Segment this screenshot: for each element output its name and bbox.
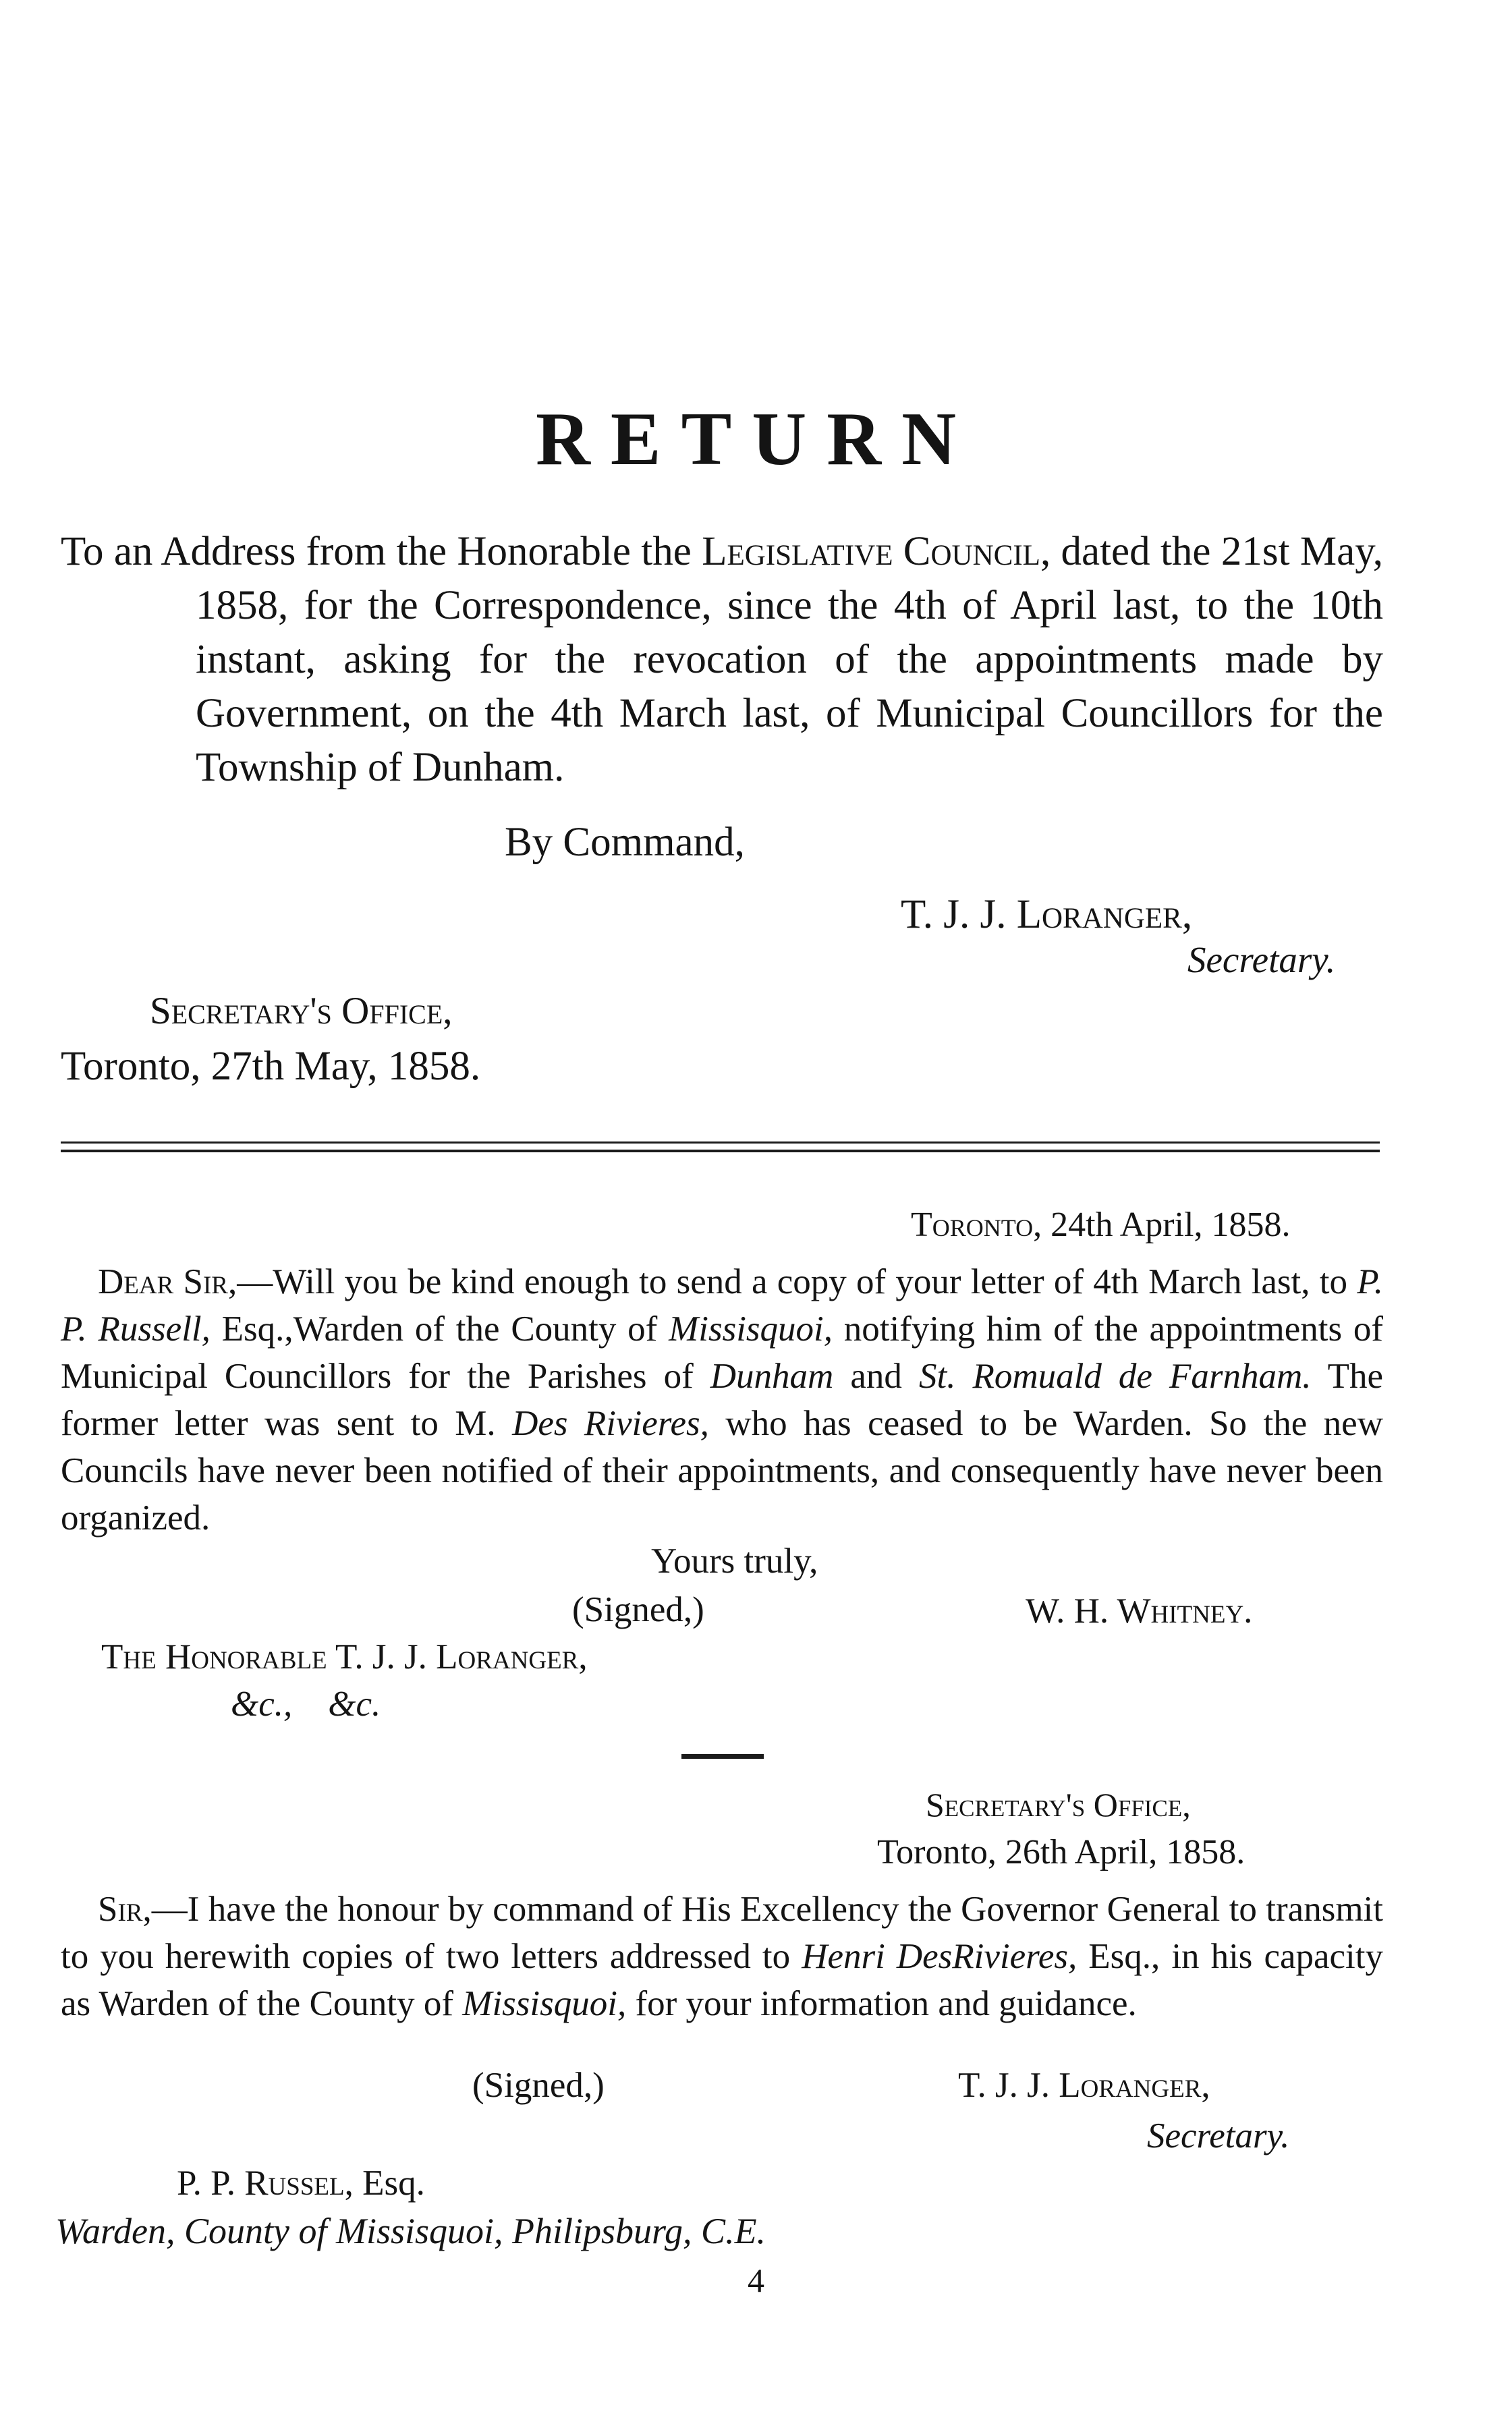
legislative-council-label: Legislative Council <box>702 529 1040 574</box>
letter1-text: notifying him of the appointments of Municipal Councillors for the Parishes of <box>61 1309 1383 1396</box>
letter2-text: —I have the honour by command of His Excellency the Governor General to transmit to you herewith copies of two letters addressed to <box>61 1890 1383 1976</box>
letter2-signed-label: (Signed,) <box>472 2066 605 2105</box>
signatory-title: Secretary. <box>1187 939 1336 980</box>
letter1-text: Esq.,Warden of the County of <box>210 1309 669 1349</box>
signatory-name: T. J. J. Loranger, <box>901 892 1193 937</box>
letter1-body <box>61 1258 1383 1542</box>
letter1-name-st-romuald: St. Romuald de Farnham. <box>918 1357 1312 1396</box>
letter1-signer: W. H. Whitney. <box>1026 1591 1253 1631</box>
letter2-text: for your information and guidance. <box>626 1984 1137 2023</box>
letter1-dateline-place: Toronto <box>911 1206 1034 1244</box>
double-rule-top <box>61 1141 1380 1144</box>
letter2-name-missisquoi: Missisquoi, <box>462 1984 627 2023</box>
letter2-signer: T. J. J. Loranger, <box>958 2066 1210 2105</box>
letter1-text: The former letter was sent to M. <box>61 1357 1383 1443</box>
letter2-recipient-suffix: Esq. <box>353 2164 425 2203</box>
letter2-salutation: Sir, <box>98 1890 152 1929</box>
letter1-salutation: Dear Sir, <box>98 1262 237 1301</box>
address-text-part1: To an Address from the Honorable the <box>61 529 702 574</box>
by-command-line: By Command, <box>505 820 745 865</box>
letter2-body <box>61 1886 1383 2027</box>
letter1-text: and <box>833 1357 919 1396</box>
double-rule-bottom <box>61 1150 1380 1152</box>
letter1-closing: Yours truly, <box>651 1542 818 1581</box>
letter2-text: Esq., in his capacity as Warden of the County of <box>61 1937 1384 2023</box>
letter2-office-heading: Secretary's Office, <box>926 1786 1191 1824</box>
letter1-addressee: The Honorable T. J. J. Loranger, <box>101 1637 588 1676</box>
letter2-recipient-detail: Warden, County of Missisquoi, Philipsburg, C.E. <box>55 2211 766 2251</box>
letter1-name-des-rivieres: Des Rivieres, <box>512 1404 709 1443</box>
secretary-office-heading: Secretary's Office, <box>150 990 453 1032</box>
letter1-text: —Will you be kind enough to send a copy of your letter of 4th March last, to <box>237 1262 1357 1301</box>
address-paragraph <box>61 525 1383 795</box>
letter2-recipient <box>177 2166 425 2201</box>
document-title: RETURN <box>536 397 976 481</box>
office-dateline: Toronto, 27th May, 1858. <box>61 1044 481 1089</box>
letter1-name-russell: P. P. Russell, <box>61 1262 1383 1349</box>
letter1-dateline-date: , 24th April, 1858. <box>1033 1206 1291 1244</box>
letter1-name-dunham: Dunham <box>710 1357 834 1396</box>
letter2-name-desrivieres: Henri DesRivieres, <box>802 1937 1077 1976</box>
page-number: 4 <box>748 2261 764 2299</box>
letter1-text: who has ceased to be Warden. So the new Councils have never been notified of their appointments, and consequently have never been organized. <box>61 1404 1383 1538</box>
section-divider <box>681 1754 764 1759</box>
letter2-dateline: Toronto, 26th April, 1858. <box>877 1833 1245 1871</box>
letter1-name-missisquoi: Missisquoi, <box>669 1309 833 1349</box>
letter1-dateline <box>911 1208 1290 1243</box>
letter1-etc: &c., &c. <box>231 1685 381 1724</box>
letter1-signed-label: (Signed,) <box>572 1590 704 1629</box>
address-text-part2: , dated the 21st May, 1858, for the Correspondence, since the 4th of April last, to the 10th instant, asking for the revocation of the appointments made by Government, on the 4th March last, of Municipal Councillors for the Township of Dunham. <box>196 529 1384 790</box>
letter2-signer-title: Secretary. <box>1147 2116 1290 2155</box>
letter2-recipient-name: P. P. Russel, <box>177 2164 354 2203</box>
